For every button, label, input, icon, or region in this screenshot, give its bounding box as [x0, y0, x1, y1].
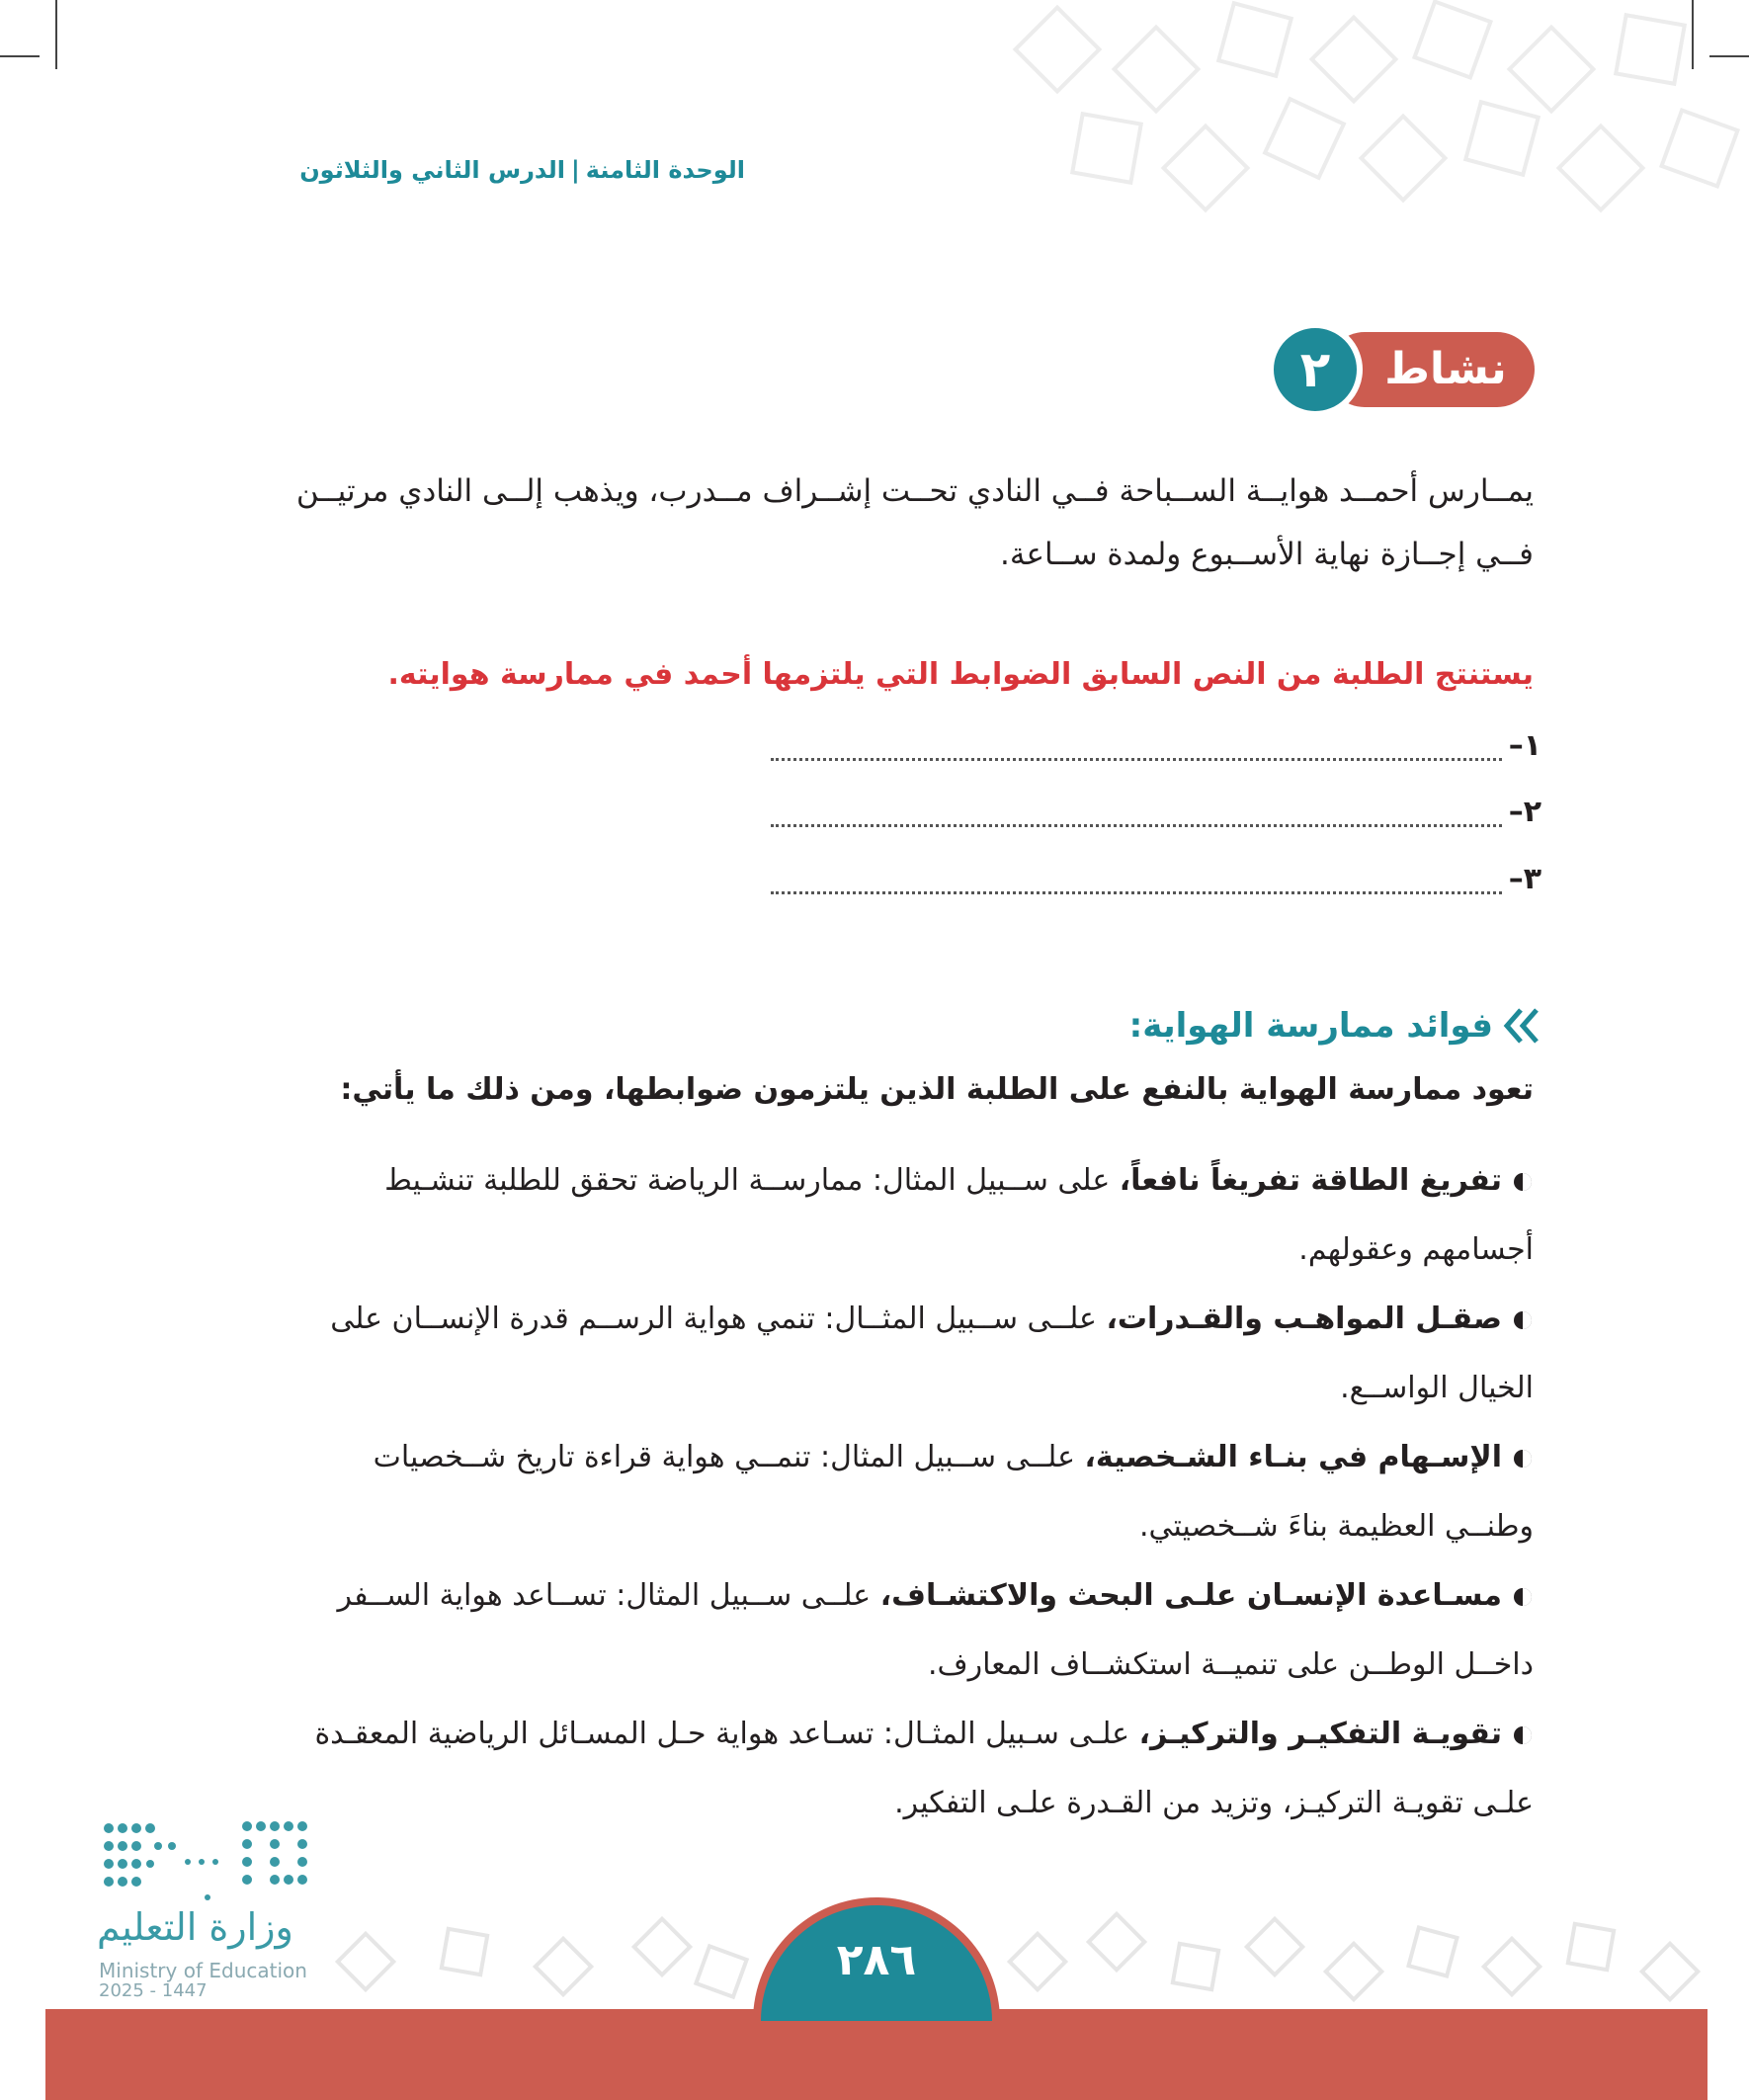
- answer-line[interactable]: [751, 858, 1541, 901]
- benefit-text: على ســبيل المثال: ممارســة الرياضة تحقق للطلبة تنشـيط أجسامهم وعقولهم.: [384, 1163, 1534, 1267]
- bullet-icon: [1512, 1586, 1534, 1608]
- answer-number: ١–: [1508, 728, 1541, 763]
- activity-title: نشاط: [1384, 344, 1507, 394]
- list-item: [287, 1700, 1534, 1838]
- bullet-icon: [1512, 1448, 1534, 1470]
- answer-dotted-line[interactable]: [771, 866, 1502, 894]
- ministry-name-english: Ministry of Education: [99, 1959, 307, 1982]
- bullet-icon: [1512, 1724, 1534, 1746]
- lesson-label: الدرس الثاني والثلاثون: [299, 156, 565, 184]
- benefit-title: تفريغ الطاقة تفريغاً نافعاً،: [1119, 1163, 1502, 1198]
- page-number: ٢٨٦: [836, 1935, 917, 1985]
- crop-mark: [0, 55, 40, 57]
- intro-paragraph: يمــارس أحمــد هوايــة الســباحة فــي النادي تحــت إشــراف مــدرب، ويذهب إلــى النادي مرتيــن فــي إجــازة نهاية الأســبوع ولمدة ســاعة.: [295, 473, 1534, 572]
- activity-number: ٢: [1268, 322, 1363, 417]
- benefit-title: الإسـهام في بنـاء الشـخصية،: [1084, 1440, 1502, 1474]
- ministry-logo-icon: [99, 1816, 316, 1905]
- list-item: [287, 1423, 1534, 1561]
- answer-line[interactable]: [751, 791, 1541, 834]
- list-item: [287, 1285, 1534, 1423]
- benefits-list: [287, 1146, 1534, 1838]
- list-item: [287, 1561, 1534, 1700]
- benefit-text: علــى ســبيل المثال: تســاعد هواية الســفر داخــل الوطــن على تنميــة استكشــاف المعارف.: [337, 1578, 1534, 1682]
- section-title: فوائد ممارسة الهواية:: [1128, 1006, 1493, 1046]
- decorative-pattern: [326, 1883, 1729, 2006]
- activity-question: يستنتج الطلبة من النص السابق الضوابط التي يلتزمها أحمد في ممارسة هوايته.: [387, 657, 1534, 692]
- decorative-pattern: [988, 0, 1749, 257]
- unit-label: الوحدة الثامنة: [585, 156, 745, 184]
- bullet-icon: [1512, 1171, 1534, 1193]
- answer-line[interactable]: [751, 724, 1541, 768]
- header-separator: |: [571, 156, 580, 184]
- crop-mark: [55, 0, 57, 69]
- benefit-text: علــى ســبيل المثال: تنمــي هواية قراءة تاريخ شــخصيات وطنــي العظيمة بناءَ شــخصيتي.: [373, 1440, 1534, 1544]
- benefit-title: مسـاعدة الإنسـان علـى البحث والاكتشـاف،: [879, 1578, 1502, 1613]
- answer-dotted-line[interactable]: [771, 732, 1502, 761]
- activity-badge: [1268, 322, 1535, 417]
- answer-number: ٣–: [1508, 862, 1541, 896]
- footer-bar: [45, 2009, 1707, 2100]
- ministry-name-arabic: وزارة التعليم: [97, 1905, 293, 1949]
- edition-year: 2025 - 1447: [99, 1980, 208, 2001]
- benefit-title: تقويـة التفكيـر والتركيـز،: [1138, 1717, 1502, 1751]
- running-header: [299, 156, 745, 184]
- bullet-icon: [1512, 1309, 1534, 1331]
- double-chevron-icon: [1503, 1008, 1542, 1044]
- benefit-text: علــى ســبيل المثــال: تنمي هواية الرســم قدرة الإنســان على الخيال الواســع.: [330, 1302, 1534, 1405]
- answer-number: ٢–: [1508, 795, 1541, 829]
- answer-dotted-line[interactable]: [771, 798, 1502, 827]
- list-item: [287, 1146, 1534, 1285]
- section-heading: [988, 998, 1537, 1053]
- benefit-text: علـى سـبيل المثـال: تسـاعد هواية حـل المسـائل الرياضية المعقـدة علـى تقويـة التركيـز، وتزيد من القـدرة علـى التفكير.: [314, 1717, 1534, 1820]
- benefit-title: صقـل المواهـب والقـدرات،: [1106, 1302, 1502, 1336]
- lead-paragraph: تعود ممارسة الهواية بالنفع على الطلبة الذين يلتزمون ضوابطها، ومن ذلك ما يأتي:: [340, 1072, 1534, 1107]
